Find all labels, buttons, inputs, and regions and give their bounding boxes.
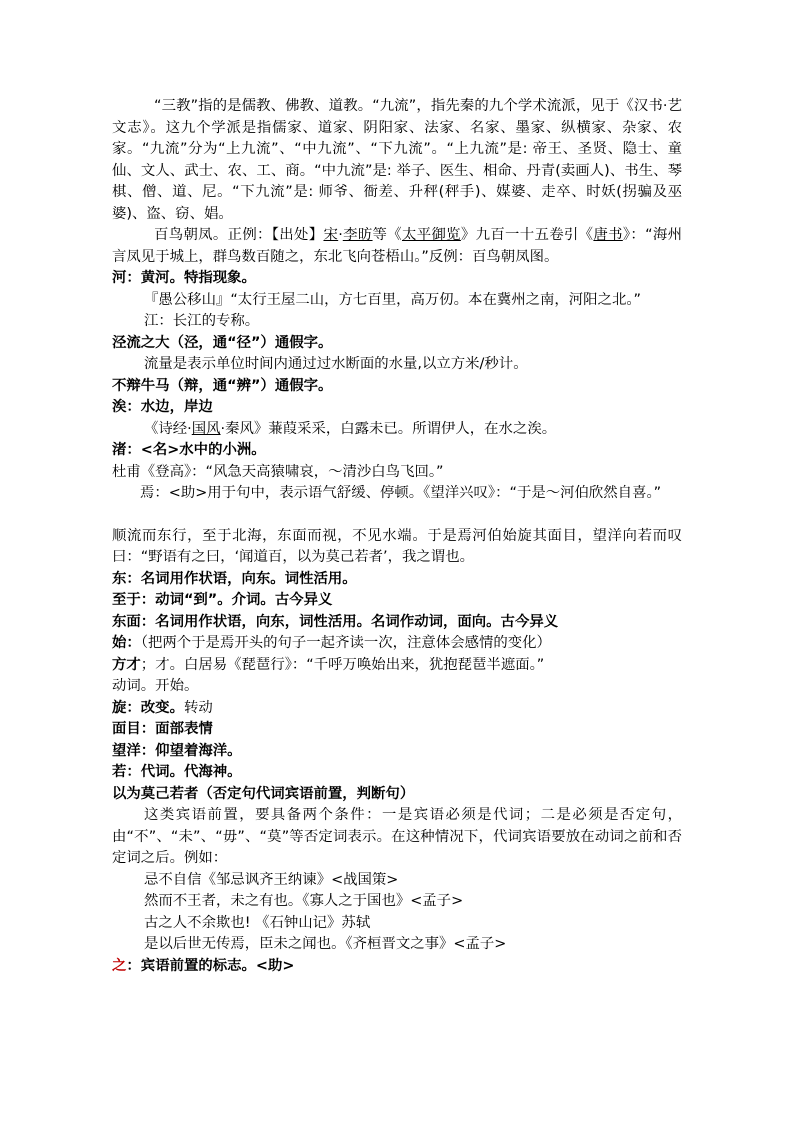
text-segment: 转动 bbox=[183, 699, 213, 716]
paragraph-dufu-denggao: 杜甫《登高》：“风急天高猿啸哀，～清沙白鸟飞回。” bbox=[112, 463, 444, 480]
link-guofeng[interactable]: 国风 bbox=[191, 420, 221, 437]
heading-mianmu: 面目：面部表情 bbox=[112, 721, 213, 737]
text-segment: 等《 bbox=[372, 227, 402, 243]
heading-dongmian: 东面：名词用作状语，向东，词性活用。名词作动词，面向。古今异义 bbox=[112, 613, 559, 630]
line-zhi bbox=[112, 956, 682, 978]
heading-wangyang: 望洋：仰望着海洋。 bbox=[112, 742, 242, 759]
example-guaren: 然而不王者，未之有也。《寡人之于国也》<孟子> bbox=[144, 893, 464, 909]
link-song[interactable]: 宋 bbox=[323, 227, 339, 243]
link-tangshu[interactable]: 唐书 bbox=[593, 227, 623, 243]
heading-jingliu: 泾流之大（泾，通“径”）通假字。 bbox=[112, 334, 333, 351]
link-taiping-yulan[interactable]: 太平御览 bbox=[402, 227, 461, 243]
paragraph-bainiao-chaofeng bbox=[112, 225, 682, 268]
paragraph-yan: 焉：<助>用于句中，表示语气舒缓、停顿。《望洋兴叹》：“于是～河伯欣然自喜。” bbox=[140, 485, 662, 501]
paragraph-shijing bbox=[112, 419, 682, 441]
term-fangcai: 方才 bbox=[112, 656, 141, 673]
paragraph-jiang: 江：长江的专称。 bbox=[144, 313, 260, 329]
example-qihuan-jinwen: 是以后世无传焉，臣未之闻也。《齐桓晋文之事》<孟子> bbox=[144, 936, 507, 952]
example-zoujiforthe: 忌不自信《邹忌讽齐王纳谏》<战国策> bbox=[144, 871, 399, 888]
example-shizhongshan: 古之人不余欺也! 《石钟山记》苏轼 bbox=[144, 914, 371, 931]
text-segment: （把两个于是焉开头的句子一起齐读一次，注意体会感情的变化） bbox=[140, 635, 551, 651]
paragraph-sanjiao-jiuliu: “三教”指的是儒教、佛教、道教。“九流”，指先秦的九个学术流派，见于《汉书·艺文志》。这九个学派是指儒家、道家、阴阳家、法家、名家、墨家、纵横家、杂家、农家。“九流”分为“上九流”、“中九流”、“下九流”。“上九流”是: 帝王、圣贤、隐士、童仙、文人、武士、农、工、商。“中九流”是: 举子、医生、相命、丹青(卖画人)、书生、琴棋、僧、道、尼。“下九流”是: 师爷、衙差、升秤(秤手)、媒婆、走卒、时妖(拐骗及巫婆)、盗、窃、娼。 bbox=[112, 98, 682, 222]
term-zhi: 之 bbox=[112, 957, 127, 974]
line-fangcai bbox=[112, 655, 682, 677]
paragraph-liuliang: 流量是表示单位时间内通过过水断面的水量,以立方米/秒计。 bbox=[144, 356, 528, 372]
spacer bbox=[112, 505, 682, 526]
text-segment: ：宾语前置的标志。<助> bbox=[126, 957, 295, 974]
heading-zhiyu: 至于：动词“到”。介词。古今异义 bbox=[112, 592, 333, 608]
text-segment: 百鸟朝凤。正例：【出处】 bbox=[154, 227, 324, 243]
text-segment: · bbox=[338, 227, 343, 243]
paragraph-dongci-kaishi: 动词。开始。 bbox=[112, 678, 199, 694]
heading-zhu: 渚：<名>水中的小洲。 bbox=[112, 442, 266, 458]
line-xuan bbox=[112, 698, 682, 720]
heading-ruo: 若：代词。代海神。 bbox=[112, 764, 242, 780]
paragraph-shunliu: 顺流而东行，至于北海，东面而视，不见水端。于是焉河伯始旋其面目，望洋向若而叹曰：“野语有之曰，‘闻道百，以为莫己若者’，我之谓也。 bbox=[112, 527, 682, 565]
text-segment: ；才。白居易《琵琶行》：“千呼万唤始出来，犹抱琵琶半遮面。” bbox=[140, 656, 545, 673]
paragraph-yugong-yishan: 『愚公移山』“太行王屋二山，方七百里，高万仞。本在冀州之南，河阳之北。” bbox=[144, 291, 641, 308]
term-xuan: 旋：改变。 bbox=[112, 699, 184, 716]
heading-yiwei-mojiruo: 以为莫己若者（否定句代词宾语前置，判断句） bbox=[112, 785, 415, 802]
line-shi bbox=[112, 633, 682, 655]
heading-si: 涘：水边，岸边 bbox=[112, 399, 213, 415]
heading-dong: 东：名词用作状语，向东。词性活用。 bbox=[112, 570, 357, 587]
paragraph-binyu-qianzhi: 这类宾语前置，要具备两个条件：一是宾语必须是代词；二是必须是否定句，由“不”、“未”、“毋”、“莫”等否定词表示。在这种情况下，代词宾语要放在动词之前和否定词之后。例如： bbox=[112, 807, 682, 866]
text-segment: ·秦风》蒹葭采采，白露未已。所谓伊人，在水之涘。 bbox=[220, 420, 557, 437]
heading-bubian-niuma: 不辩牛马（辩，通“辨”）通假字。 bbox=[112, 377, 333, 394]
link-lifang[interactable]: 李昉 bbox=[342, 227, 373, 243]
text-segment: 》九百一十五卷引《 bbox=[460, 227, 594, 243]
term-shi: 始： bbox=[112, 635, 141, 651]
text-segment: 》：“海州言凤见于城上，群鸟数百随之，东北飞向苍梧山。”反例：百鸟朝凤图。 bbox=[112, 227, 682, 265]
heading-he: 河：黄河。特指现象。 bbox=[112, 270, 256, 286]
text-segment: 《诗经· bbox=[144, 420, 192, 437]
document-page bbox=[112, 96, 682, 977]
